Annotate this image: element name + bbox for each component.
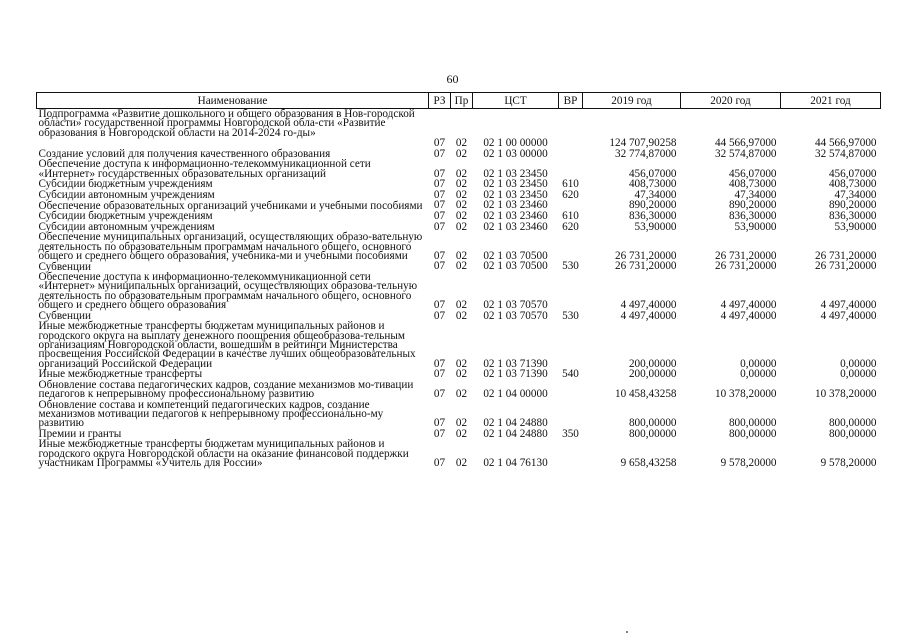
- cell-2021: 26 731,20000: [814, 260, 877, 273]
- cell-2020: 47,34000: [734, 188, 777, 201]
- cell-2021: 26 731,20000: [814, 249, 877, 262]
- cell-2019: 10 458,43258: [614, 388, 677, 401]
- cell-cst: 02 1 04 00000: [483, 388, 548, 401]
- cell-2020: 26 731,20000: [714, 249, 777, 262]
- header-name: Наименование: [37, 93, 429, 109]
- cell-pr: 02: [455, 260, 468, 273]
- cell-rz: [429, 109, 451, 139]
- cell-cst: 02 1 04 24880: [483, 427, 548, 440]
- cell-name: Обеспечение образовательных организаций учебниками и учебными пособиями: [38, 199, 423, 212]
- cell-pr: 02: [455, 457, 468, 470]
- cell-2019: 124 707,90258: [609, 137, 677, 150]
- cell-rz: 07: [433, 220, 446, 233]
- cell-vr: 610: [562, 210, 579, 222]
- cell-vr: 530: [562, 260, 579, 273]
- cell-pr: 02: [455, 249, 468, 262]
- cell-2021: 47,34000: [834, 188, 877, 201]
- cell-2021: 456,07000: [828, 167, 877, 180]
- cell-vr: 620: [562, 220, 579, 233]
- cell-vr: [559, 272, 583, 311]
- cell-cst: 02 1 03 71390: [483, 357, 548, 370]
- scan-speck: [626, 631, 628, 633]
- cell-2021: 53,90000: [834, 220, 877, 233]
- cell-2020: 4 497,40000: [720, 299, 777, 312]
- cell-2020: 800,00000: [728, 427, 777, 440]
- cell-2020: 890,20000: [728, 199, 777, 212]
- cell-name: Субсидии автономным учреждениям: [38, 189, 215, 201]
- cell-vr: [559, 159, 583, 179]
- cell-name: Иные межбюджетные трансферты: [38, 368, 203, 381]
- cell-2021: 44 566,97000: [814, 137, 877, 150]
- table-row: [37, 232, 881, 261]
- cell-cst: 02 1 03 23450: [483, 178, 548, 191]
- cell-vr: [559, 232, 583, 261]
- cell-pr: 02: [455, 167, 468, 180]
- cell-rz: 07: [433, 299, 446, 312]
- cell-pr: 02: [455, 147, 468, 160]
- page-number: 60: [446, 72, 459, 86]
- cell-pr: 02: [455, 427, 468, 440]
- cell-pr: [451, 109, 473, 139]
- cell-2019: 200,00000: [628, 368, 677, 381]
- cell-2019: [583, 109, 681, 139]
- cell-cst: 02 1 03 23460: [483, 199, 548, 212]
- cell-rz: 07: [433, 357, 446, 370]
- cell-name: Иные межбюджетные трансферты бюджетам муниципальных районов и городского округа на выплату денежного поощрения общеобразова-тельным организациям Новгородской области, вошедшим в рейтинги Министерства просвещения Российской Федерации в качестве лучших общеобразовательных организаций Российской Федерации: [38, 320, 416, 370]
- cell-2021: 0,00000: [840, 357, 877, 370]
- cell-pr: 02: [455, 210, 468, 222]
- cell-name: Обеспечение доступа к информационно-телекоммуникационной сети «Интернет» государственных образовательных организаций: [38, 158, 371, 180]
- cell-2020: 836,30000: [728, 210, 777, 222]
- cell-cst: 02 1 03 23450: [483, 188, 548, 201]
- cell-2020: 10 378,20000: [714, 388, 777, 401]
- table-header: [37, 93, 881, 109]
- cell-2020: 800,00000: [728, 417, 777, 430]
- cell-rz: 07: [433, 260, 446, 273]
- cell-cst: 02 1 03 70500: [483, 260, 548, 273]
- cell-vr: [559, 380, 583, 400]
- cell-rz: 07: [433, 249, 446, 262]
- cell-rz: 07: [433, 199, 446, 212]
- cell-2021: 4 497,40000: [820, 299, 877, 312]
- cell-name: Субвенции: [38, 309, 91, 322]
- cell-rz: 07: [433, 427, 446, 440]
- cell-2019: 4 497,40000: [620, 299, 677, 312]
- budget-table: [36, 92, 881, 469]
- cell-vr: [559, 321, 583, 369]
- cell-pr: 02: [455, 137, 468, 150]
- cell-vr: [559, 439, 583, 468]
- cell-cst: 02 1 03 23460: [483, 210, 548, 222]
- cell-pr: 02: [455, 417, 468, 430]
- header-row: [37, 93, 881, 109]
- cell-rz: 07: [433, 368, 446, 381]
- cell-pr: 02: [455, 368, 468, 381]
- cell-2020: 26 731,20000: [714, 260, 777, 273]
- cell-cst: 02 1 03 70570: [483, 309, 548, 322]
- cell-vr: 350: [562, 427, 579, 440]
- cell-cst: 02 1 03 23460: [483, 220, 548, 233]
- cell-2021: 4 497,40000: [820, 309, 877, 322]
- cell-cst: 02 1 04 76130: [483, 457, 548, 470]
- cell-name: Субсидии автономным учреждениям: [38, 220, 215, 233]
- cell-vr: [559, 400, 583, 429]
- cell-rz: 07: [433, 188, 446, 201]
- cell-rz: 07: [433, 309, 446, 322]
- cell-name: Подпрограмма «Развитие дошкольного и общего образования в Нов-городской области» государственной программы Новгородской обла-сти «Развитие образования в Новгородской области на 2014-2024 го-ды»: [38, 108, 415, 139]
- table-row: [37, 380, 881, 400]
- cell-name: Обновление состава педагогических кадров, создание механизмов мо-тивации педагогов к непрерывному профессиональному развитию: [38, 378, 414, 401]
- cell-name: Создание условий для получения качественного образования: [38, 148, 331, 160]
- cell-2020: 456,07000: [728, 167, 777, 180]
- cell-2019: 26 731,20000: [614, 249, 677, 262]
- cell-2019: 9 658,43258: [620, 457, 677, 470]
- cell-rz: 07: [433, 417, 446, 430]
- cell-2020: 32 574,87000: [714, 147, 777, 160]
- cell-2020: 9 578,20000: [720, 457, 777, 470]
- cell-2019: 456,07000: [628, 167, 677, 180]
- header-2019: 2019 год: [583, 93, 681, 109]
- cell-vr: 610: [562, 178, 579, 191]
- cell-cst: 02 1 00 00000: [483, 137, 548, 150]
- cell-2019: 47,34000: [634, 188, 677, 201]
- header-2021: 2021 год: [781, 93, 881, 109]
- cell-pr: 02: [455, 299, 468, 312]
- cell-cst: 02 1 03 00000: [483, 147, 548, 160]
- cell-cst: 02 1 04 24880: [483, 417, 548, 430]
- cell-2019: 408,73000: [628, 178, 677, 191]
- cell-2019: 890,20000: [628, 199, 677, 212]
- cell-cst: 02 1 03 70500: [483, 249, 548, 262]
- cell-vr: 530: [562, 309, 579, 322]
- cell-rz: 07: [433, 178, 446, 191]
- cell-2021: [781, 109, 881, 139]
- cell-vr: [559, 149, 583, 160]
- cell-2019: 26 731,20000: [614, 260, 677, 273]
- table-row: [37, 159, 881, 179]
- header-vr: ВР: [559, 93, 583, 109]
- cell-pr: 02: [455, 388, 468, 401]
- cell-vr: [559, 138, 583, 149]
- cell-name: Субсидии бюджетным учреждениям: [38, 178, 213, 191]
- cell-vr: [559, 109, 583, 139]
- table-row: [37, 321, 881, 369]
- cell-2020: 4 497,40000: [720, 309, 777, 322]
- cell-name: Обеспечение муниципальных организаций, осуществляющих образо-вательную деятельность по образовательным программам начального общего, основного общего и среднего общего образования, учебника-ми и учебными пособиями: [38, 231, 423, 262]
- table-row: [37, 439, 881, 468]
- table-row: [37, 109, 881, 139]
- cell-2021: 32 574,87000: [814, 147, 877, 160]
- cell-vr: 620: [562, 188, 579, 201]
- cell-2021: 0,00000: [840, 368, 877, 381]
- cell-2021: 9 578,20000: [820, 457, 877, 470]
- cell-rz: 07: [433, 388, 446, 401]
- cell-name: Субвенции: [38, 260, 91, 273]
- cell-2019: 4 497,40000: [620, 309, 677, 322]
- table-row: [37, 211, 881, 222]
- cell-name: Иные межбюджетные трансферты бюджетам муниципальных районов и городского округа Новгородской области на оказание финансовой поддержки участникам Программы «Учитель для России»: [38, 438, 409, 470]
- cell-rz: 07: [433, 167, 446, 180]
- cell-pr: 02: [455, 309, 468, 322]
- cell-name: Обеспечение доступа к информационно-телекоммуникационной сети «Интернет» муниципальных организаций, осуществляющих образова-тельную деятельность по образовательным программам начального общего, основного общего и среднего общего образования: [38, 271, 418, 312]
- cell-2020: 0,00000: [740, 368, 777, 381]
- cell-2020: 0,00000: [740, 357, 777, 370]
- header-2020: 2020 год: [681, 93, 781, 109]
- cell-vr: 540: [562, 368, 579, 381]
- cell-2019: 32 774,87000: [614, 147, 677, 160]
- cell-name: Обновление состава и компетенций педагогических кадров, создание механизмов мотивации педагогов к непрерывному профессионально-му развитию: [38, 398, 384, 430]
- cell-2020: 53,90000: [734, 220, 777, 233]
- cell-2021: 890,20000: [828, 199, 877, 212]
- header-rz: РЗ: [429, 93, 451, 109]
- cell-2020: [681, 109, 781, 139]
- cell-pr: 02: [455, 220, 468, 233]
- table-body: [37, 109, 881, 469]
- header-cst: ЦСТ: [473, 93, 559, 109]
- cell-2019: 836,30000: [628, 210, 677, 222]
- cell-2020: 408,73000: [728, 178, 777, 191]
- table-row: [37, 400, 881, 429]
- cell-rz: 07: [433, 457, 446, 470]
- cell-pr: 02: [455, 188, 468, 201]
- cell-name: Субсидии бюджетным учреждениям: [38, 210, 213, 223]
- cell-2019: 800,00000: [628, 417, 677, 430]
- cell-cst: [473, 109, 559, 139]
- cell-2021: 800,00000: [828, 417, 877, 430]
- cell-2020: 44 566,97000: [714, 137, 777, 150]
- cell-cst: 02 1 03 23450: [483, 167, 548, 180]
- cell-rz: 07: [433, 210, 446, 222]
- cell-cst: 02 1 03 70570: [483, 299, 548, 312]
- cell-pr: 02: [455, 357, 468, 370]
- cell-2021: 408,73000: [828, 178, 877, 191]
- header-pr: Пр: [451, 93, 473, 109]
- cell-2019: 53,90000: [634, 220, 677, 233]
- cell-2021: 836,30000: [828, 210, 877, 222]
- cell-2021: 800,00000: [828, 427, 877, 440]
- table-row: [37, 272, 881, 311]
- cell-2019: 200,00000: [628, 357, 677, 370]
- cell-2021: 10 378,20000: [814, 388, 877, 401]
- cell-cst: 02 1 03 71390: [483, 368, 548, 381]
- cell-2019: 800,00000: [628, 427, 677, 440]
- cell-name: Премии и гранты: [38, 428, 122, 441]
- cell-rz: 07: [433, 137, 446, 150]
- cell-pr: 02: [455, 178, 468, 191]
- cell-rz: 07: [433, 147, 446, 160]
- cell-pr: 02: [455, 199, 468, 212]
